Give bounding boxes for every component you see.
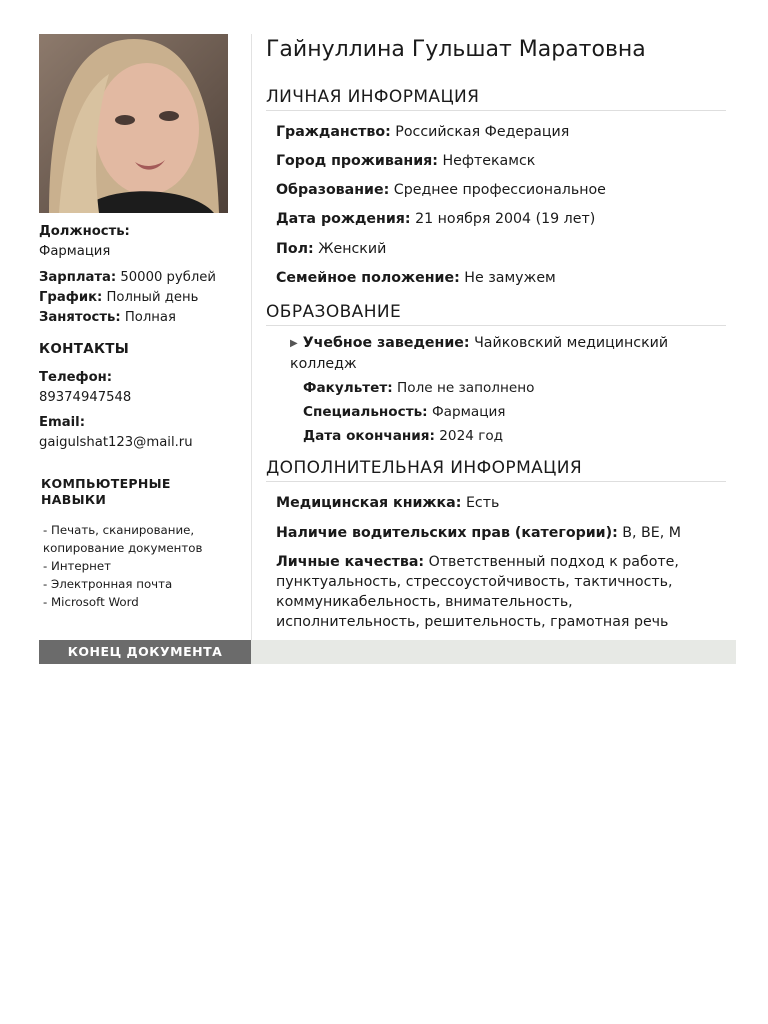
skill-item: - Электронная почта [43, 577, 173, 591]
gender-label: Пол: [276, 241, 314, 257]
column-divider [251, 34, 252, 640]
graduation-label: Дата окончания: [303, 428, 435, 444]
email-block [39, 413, 193, 453]
birth-value: 21 ноября 2004 (19 лет) [415, 211, 596, 227]
personal-info-heading: ЛИЧНАЯ ИНФОРМАЦИЯ [266, 85, 726, 111]
job-terms-block [39, 268, 216, 328]
graduation-row [303, 426, 743, 446]
medbook-value: Есть [465, 495, 500, 511]
faculty-label: Факультет: [303, 380, 393, 396]
profile-photo [39, 34, 228, 213]
contacts-heading: КОНТАКТЫ [39, 341, 130, 357]
sidebar [39, 34, 251, 640]
gender-row [276, 239, 716, 259]
qualities-value: Ответственный подход к работе, пунктуальность, стрессоустойчивость, тактичность, коммуникабельность, внимательность, исполнительность, решительность, грамотная речь [276, 554, 679, 630]
position-block [39, 222, 130, 262]
email-value[interactable]: gaigulshat123@mail.ru [39, 435, 193, 450]
skill-item: - Печать, сканирование, копирование документов [43, 523, 203, 555]
education-level-value: Среднее профессиональное [393, 182, 606, 198]
city-row [276, 151, 716, 171]
marital-row [276, 268, 716, 288]
city-value: Нефтекамск [442, 153, 536, 169]
qualities-row [276, 552, 716, 632]
skills-list [43, 521, 243, 611]
institution-label: Учебное заведение: [302, 335, 470, 351]
specialty-value: Фармация [431, 404, 506, 420]
employment-label: Занятость: [39, 310, 121, 325]
birth-label: Дата рождения: [276, 211, 411, 227]
position-value: Фармация [39, 244, 111, 259]
phone-value[interactable]: 89374947548 [39, 390, 132, 405]
education-level-label: Образование: [276, 182, 390, 198]
birth-row [276, 209, 716, 229]
medbook-row [276, 493, 716, 513]
medbook-label: Медицинская книжка: [276, 495, 462, 511]
phone-label: Телефон: [39, 370, 113, 385]
graduation-value: 2024 год [439, 428, 504, 444]
faculty-value: Поле не заполнено [397, 380, 535, 396]
employment-value: Полная [124, 310, 176, 325]
email-label: Email: [39, 415, 85, 430]
citizenship-row [276, 122, 716, 142]
license-label: Наличие водительских прав (категории): [276, 525, 618, 541]
salary-label: Зарплата: [39, 270, 117, 285]
education-heading: ОБРАЗОВАНИЕ [266, 300, 726, 326]
gender-value: Женский [318, 241, 387, 257]
city-label: Город проживания: [276, 153, 438, 169]
institution-row[interactable] [290, 333, 720, 374]
skills-heading: КОМПЬЮТЕРНЫЕ НАВЫКИ [41, 476, 171, 507]
specialty-label: Специальность: [303, 404, 428, 420]
citizenship-value: Российская Федерация [395, 124, 570, 140]
faculty-row [303, 378, 743, 398]
citizenship-label: Гражданство: [276, 124, 391, 140]
phone-block [39, 368, 131, 408]
specialty-row [303, 402, 743, 422]
expand-triangle-icon[interactable]: ▶ [290, 338, 298, 349]
license-value: B, BE, M [622, 525, 681, 541]
footer-bar [39, 640, 736, 664]
marital-label: Семейное положение: [276, 270, 460, 286]
additional-info-heading: ДОПОЛНИТЕЛЬНАЯ ИНФОРМАЦИЯ [266, 456, 726, 482]
salary-value: 50000 рублей [120, 270, 216, 285]
qualities-label: Личные качества: [276, 554, 425, 570]
marital-value: Не замужем [464, 270, 556, 286]
position-label: Должность: [39, 224, 130, 239]
schedule-value: Полный день [106, 290, 199, 305]
portrait-image [39, 34, 228, 213]
schedule-label: График: [39, 290, 103, 305]
institution-value: Чайковский медицинский колледж [290, 335, 669, 372]
end-of-document-label: КОНЕЦ ДОКУМЕНТА [39, 640, 251, 664]
skill-item: - Microsoft Word [43, 595, 139, 609]
education-level-row [276, 180, 716, 200]
page-title: Гайнуллина Гульшат Маратовна [266, 37, 646, 62]
license-row [276, 523, 716, 543]
skill-item: - Интернет [43, 559, 112, 573]
